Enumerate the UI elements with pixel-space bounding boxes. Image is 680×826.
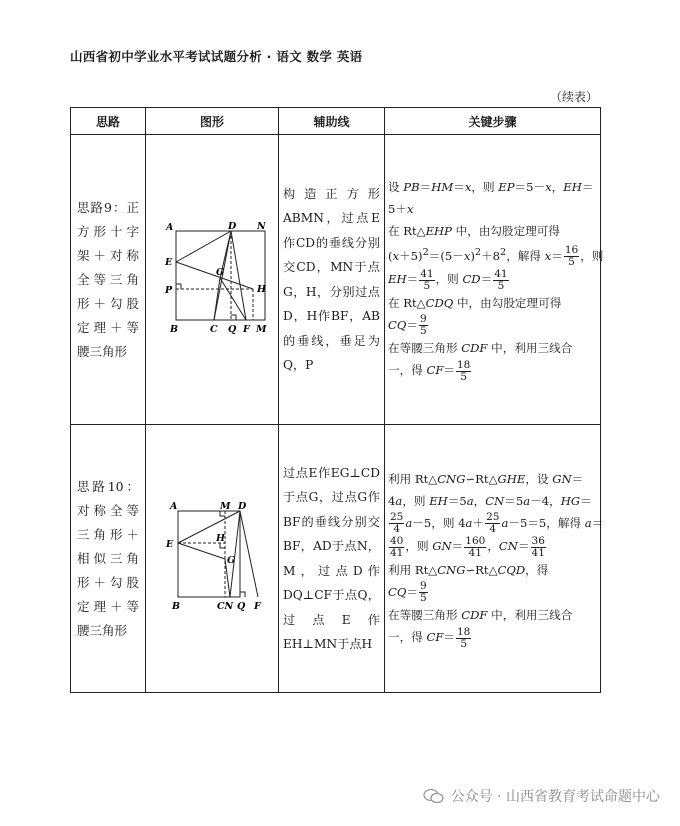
label-Q: Q [236,600,245,612]
label-E: E [165,538,173,550]
idea-9: 思路9：正方形十字架＋对称全等三角形＋勾股定理＋等腰三角形 [71,135,146,425]
label-A: A [165,221,173,233]
watermark-text: 公众号 · 山西省教育考试命题中心 [450,789,660,805]
aux-line-10: 过点E作EG⊥CD于点G，过点G作BF的垂线分别交BF，AD于点N，M，过点D作DQ⊥CF于点Q，过点E作EH⊥MN于点H [279,425,385,693]
label-M: M [219,500,231,512]
label-G: G [226,554,235,566]
label-B: B [169,323,178,335]
geometry-figure-9 [150,218,275,338]
figure-9 [146,135,279,425]
label-F: F [253,600,261,612]
label-CN: CN [216,600,233,612]
label-B: B [171,600,180,612]
table-row [71,425,601,693]
aux-line-9: 构造正方形ABMN，过点E作CD的垂线分别交CD，MN于点G，H，分别过点D，H作BF，AB的垂线，垂足为Q，P [279,135,385,425]
label-P: P [164,284,172,296]
analysis-table [70,107,604,693]
label-M: M [255,323,267,335]
label-F: F [242,323,250,335]
page-header: 山西省初中学业水平考试试题分析 · 语文 数学 英语 [70,49,363,64]
header-idea: 思路 [71,108,146,135]
label-A: A [169,500,177,512]
label-D: D [227,220,236,232]
idea-10: 思路10：对称全等三角形＋相似三角形＋勾股定理＋等腰三角形 [71,425,146,693]
continued-label: （续表） [549,90,598,104]
header-figure: 图形 [146,108,279,135]
label-H: H [256,283,266,295]
label-C: C [209,323,218,335]
label-N: N [256,220,266,232]
label-D: D [237,500,246,512]
label-G: G [215,266,224,278]
watermark-footer [423,786,660,806]
wechat-icon [423,788,445,804]
table-header-row [71,108,601,135]
label-E: E [164,256,172,268]
key-steps-9: 设 PB＝HM＝x，则 EP＝5－x，EH＝ 5＋x 在 Rt△EHP 中，由勾股定理可得 $(x+5)^2=(5-x)^2+8^2$，解得 x＝ $\frac{16}{5}$ ，则 EH＝ $\frac{41}{5}$ ，则 CD＝ $\frac{41}{5}$ 在 Rt△CDQ 中，由勾股定理可得 CQ＝ $\frac{9}{5}$ 在等腰三角形 CDF 中，利用三线合 一，得 CF＝ $\frac{18}{5}$ [385,135,601,425]
figure-10 [146,425,279,693]
header-aux-line: 辅助线 [279,108,385,135]
label-H: H [215,532,225,544]
table-row [71,135,601,425]
geometry-figure-10 [150,497,275,617]
label-Q: Q [227,323,236,335]
header-key-steps: 关键步骤 [385,108,601,135]
key-steps-10: 利用 Rt△CNG∽Rt△GHE，设 GN＝ 4a，则 EH＝5a，CN＝5a－4，HG＝ $\frac{25}{4}$ a－5，则 4a＋ $\frac{25}{4}$ a－5＝5，解得 a＝ $\frac{40}{41}$ ，则 GN＝ $\frac{160}{41}$ ，CN＝ $\frac{36}{41}$ 利用 Rt△CNG∽Rt△CQD，得 CQ＝ $\frac{9}{5}$ 在等腰三角形 CDF 中，利用三线合 一，得 CF＝ $\frac{18}{5}$ [385,425,601,693]
